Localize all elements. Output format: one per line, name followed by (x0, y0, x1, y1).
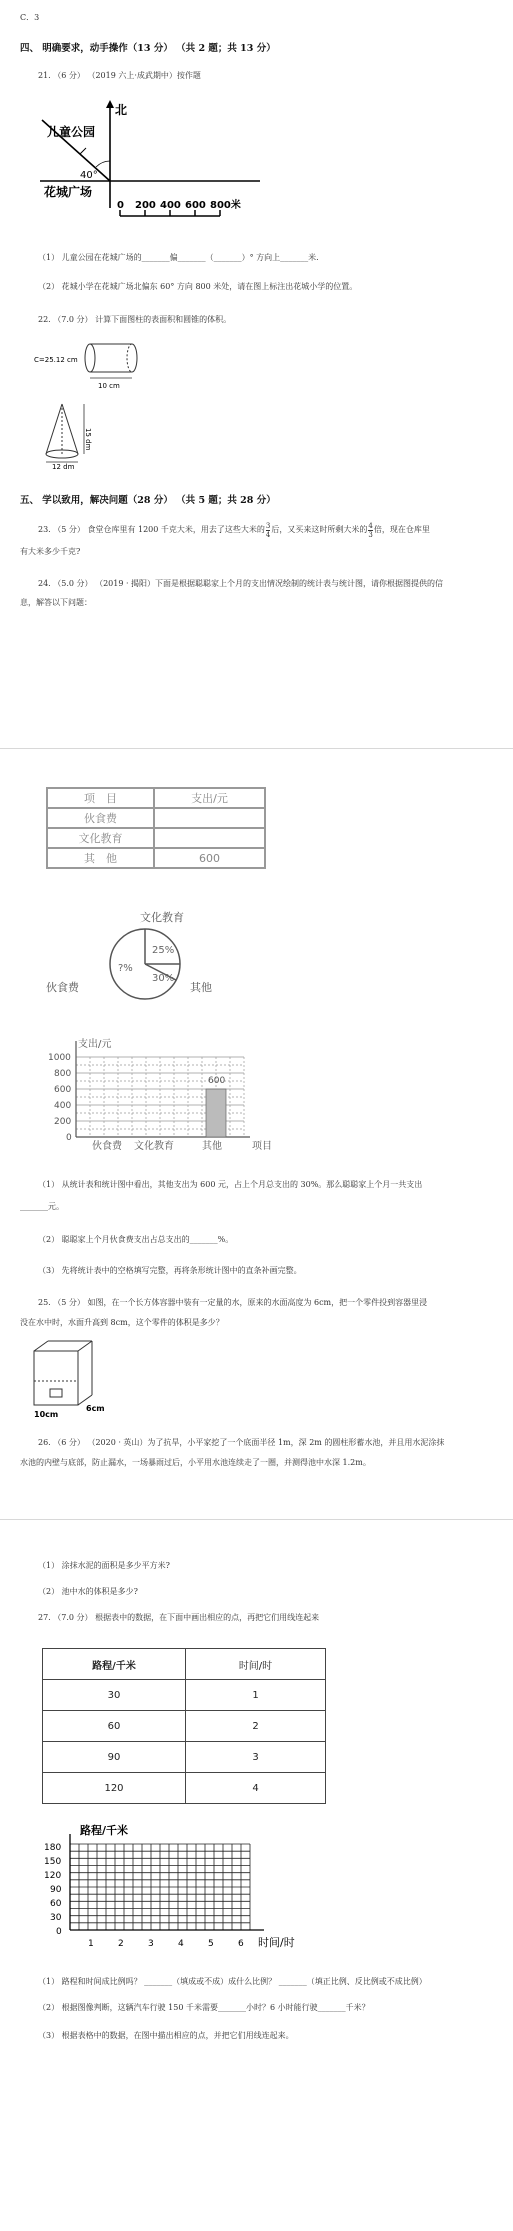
angle-label: 40° (80, 170, 98, 181)
bar-category: 其他 (202, 1141, 222, 1152)
pie-pct-food: ?% (118, 963, 133, 974)
q22-stem: 22. （7.0 分） 计算下面图柱的表面积和圆锥的体积。 (38, 315, 232, 324)
bar-category: 文化教育 (134, 1141, 174, 1152)
table-header: 时间/时 (186, 1649, 326, 1680)
grid-ytick: 120 (44, 1871, 62, 1881)
grid-ytick: 90 (50, 1885, 62, 1895)
scale-tick: 800米 (210, 200, 241, 211)
q27-sub1: （1） 路程和时间成比例吗？ _______（填成或不成）成什么比例？ _______（填正比例、反比例或不成比例） (38, 1977, 427, 1986)
bar (206, 1089, 226, 1137)
q21-sub1: （1） 儿童公园在花城广场的_______偏_______（_______）° 方向上_______米. (38, 253, 319, 262)
table-cell: 2 (186, 1711, 326, 1742)
q23-text-b: 后，又买来这时所剩大米的 (271, 525, 368, 534)
table-cell (154, 808, 265, 828)
q23-line2: 有大米多少千克? (20, 547, 81, 556)
table-cell: 伙食费 (47, 808, 154, 828)
table-cell: 1 (186, 1680, 326, 1711)
q23-frac2-d: 3 (368, 530, 373, 539)
bar-ylabel: 支出/元 (78, 1039, 112, 1050)
grid-ytick: 0 (56, 1927, 62, 1937)
pie-chart (40, 909, 240, 1019)
pie-label-food: 伙食费 (46, 981, 79, 994)
q23-text-a: 23. （5 分） 食堂仓库里有 1200 千克大米，用去了这些大米的 (38, 525, 265, 534)
table-cell: 600 (154, 848, 265, 868)
grid-ytick: 60 (50, 1899, 62, 1909)
table-row (47, 788, 265, 808)
table-cell: 90 (43, 1742, 186, 1773)
grid-xtick: 6 (238, 1939, 244, 1949)
cylinder-figure (32, 336, 152, 396)
q26-sub1: （1） 涂抹水泥的面积是多少平方米? (38, 1561, 170, 1570)
bar-chart (30, 1037, 290, 1153)
cone-figure (40, 400, 110, 470)
cone-d-label: 12 dm (52, 463, 75, 470)
section5-title: 五、 学以致用，解决问题（28 分） （共 5 题；共 28 分） (20, 495, 276, 506)
q23-fraction (266, 522, 270, 539)
scale-tick: 0 (117, 200, 124, 211)
bar-ytick: 200 (54, 1117, 72, 1127)
water-label: 6cm (86, 1404, 105, 1413)
q23-frac-n: 3 (265, 521, 271, 530)
box-label: 10cm (34, 1410, 59, 1419)
north-label: 北 (115, 103, 128, 117)
grid-ytick: 30 (50, 1913, 62, 1923)
table-cell (154, 828, 265, 848)
grid-ytick: 180 (44, 1843, 62, 1853)
table-header: 支出/元 (154, 788, 265, 808)
q23-text-c: 倍，现在仓库里 (373, 525, 430, 534)
q24-line1: 24. （5.0 分） （2019 · 揭阳）下面是根据聪聪家上个月的支出情况绘制的统计表与统计图，请你根据图提供的信 (38, 579, 444, 588)
table-cell: 文化教育 (47, 828, 154, 848)
q26-line1: 26. （6 分） （2020 · 英山）为了抗旱，小平家挖了一个底面半径 1m，深 2m 的圆柱形蓄水池，并且用水泥涂抹 (38, 1438, 445, 1447)
grid-xtick: 5 (208, 1939, 214, 1949)
container-figure (28, 1337, 118, 1422)
q24-sub2: （2） 聪聪家上个月伙食费支出占总支出的_______%。 (38, 1235, 234, 1244)
expense-table (46, 787, 266, 869)
q24-sub1-a: （1） 从统计表和统计图中看出，其他支出为 600 元，占上个月总支出的 30%。那么聪聪家上个月一共支出 (38, 1180, 423, 1189)
cone-h-label: 15 dm (84, 428, 92, 451)
q21-stem: 21. （6 分） （2019 六上·成武期中）按作题 (38, 71, 201, 80)
q25-line2: 没在水中时，水面升高到 8cm，这个零件的体积是多少？ (20, 1318, 224, 1327)
pie-label-culture: 文化教育 (140, 911, 184, 924)
page-3 (0, 1520, 513, 2231)
table-row (47, 848, 265, 868)
grid-xtick: 3 (148, 1939, 154, 1949)
q21-sub2: （2） 花城小学在花城广场北偏东 60° 方向 800 米处，请在图上标注出花城小学的位置。 (38, 282, 358, 291)
q21-map (30, 98, 270, 228)
q24-sub3: （3） 先将统计表中的空格填写完整，再将条形统计图中的直条补画完整。 (38, 1266, 302, 1275)
table-cell: 4 (186, 1773, 326, 1804)
q26-line2: 水池的内壁与底部，防止漏水，一场暴雨过后，小平用水池连续走了一圈，并测得池中水深 1.2m。 (20, 1458, 371, 1467)
scale-tick: 600 (185, 200, 206, 211)
q23-frac2-n: 4 (368, 521, 373, 530)
bar-category: 伙食费 (92, 1141, 122, 1152)
table-header: 路程/千米 (43, 1649, 186, 1680)
table-cell: 其 他 (47, 848, 154, 868)
cyl-len-label: 10 cm (98, 382, 120, 390)
table-cell: 3 (186, 1742, 326, 1773)
table-row (43, 1649, 326, 1680)
distance-grid-chart (30, 1820, 310, 1950)
section4-title: 四、 明确要求，动手操作（13 分） （共 2 题；共 13 分） (20, 43, 276, 54)
table-row (43, 1773, 326, 1804)
grid-ylabel: 路程/千米 (80, 1824, 129, 1837)
q27-stem: 27. （7.0 分） 根据表中的数据，在下面中画出相应的点，再把它们用线连起来 (38, 1613, 320, 1622)
distance-table (42, 1648, 326, 1804)
grid-ytick: 150 (44, 1857, 62, 1867)
q27-sub2: （2） 根据图像判断，这辆汽车行驶 150 千米需要_______小时？6 小时能行驶_______千米？ (38, 2003, 370, 2012)
bar-ytick: 1000 (48, 1053, 71, 1063)
park-label: 儿童公园 (47, 125, 96, 139)
q27-sub3: （3） 根据表格中的数据，在图中描出相应的点，并把它们用线连起来。 (38, 2031, 294, 2040)
table-cell: 60 (43, 1711, 186, 1742)
bar-ytick: 800 (54, 1069, 72, 1079)
q25-line1: 25. （5 分） 如图，在一个长方体容器中装有一定量的水，原来的水面高度为 6cm，把一个零件投到容器里浸 (38, 1298, 428, 1307)
pie-pct-culture: 25% (152, 945, 175, 956)
table-cell: 120 (43, 1773, 186, 1804)
pie-label-other: 其他 (190, 981, 212, 994)
bar-ytick: 400 (54, 1101, 72, 1111)
table-cell: 30 (43, 1680, 186, 1711)
table-row (43, 1680, 326, 1711)
square-label: 花城广场 (44, 185, 93, 199)
page-2 (0, 749, 513, 1519)
q26-sub2: （2） 池中水的体积是多少? (38, 1587, 138, 1596)
q24-sub1-b: _______元。 (20, 1202, 64, 1211)
grid-xtick: 4 (178, 1939, 184, 1949)
bar-ytick: 0 (66, 1133, 72, 1143)
grid-xlabel: 时间/时 (258, 1936, 295, 1949)
table-row (47, 808, 265, 828)
top-line: C．3 (20, 13, 40, 22)
grid-xtick: 2 (118, 1939, 124, 1949)
page-1 (0, 0, 513, 748)
pie-pct-other: 30% (152, 973, 175, 984)
q24-line2: 息，解答以下问题： (20, 598, 92, 607)
table-row (47, 828, 265, 848)
q23-line1 (38, 520, 430, 540)
q23-fraction-2 (368, 522, 372, 539)
scale-tick: 400 (160, 200, 181, 211)
bar-xlabel: 项目 (252, 1141, 272, 1152)
table-header: 项 目 (47, 788, 154, 808)
table-row (43, 1742, 326, 1773)
scale-tick: 200 (135, 200, 156, 211)
q23-frac-d: 4 (265, 530, 271, 539)
cyl-c-label: C=25.12 cm (34, 356, 78, 364)
table-row (43, 1711, 326, 1742)
bar-ytick: 600 (54, 1085, 72, 1095)
grid-xtick: 1 (88, 1939, 94, 1949)
bar-value-label: 600 (208, 1076, 226, 1086)
